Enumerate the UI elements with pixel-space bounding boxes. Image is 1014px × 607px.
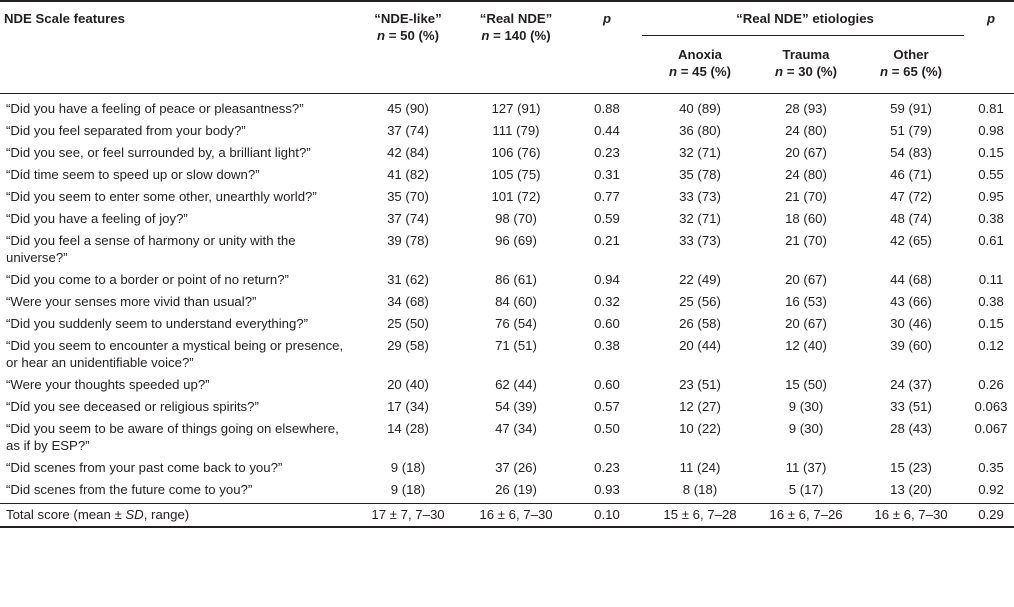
other-cell: 39 (60) (890, 338, 932, 353)
total-nde-like: 17 ± 7, 7–30 (352, 504, 460, 528)
trauma-cell: 24 (80) (785, 123, 827, 138)
nde-like-cell: 9 (18) (390, 460, 426, 475)
trauma-cell: 20 (67) (785, 145, 827, 160)
anoxia-cell: 33 (73) (679, 189, 721, 204)
feature-cell: “Did scenes from the future come to you?” (6, 482, 253, 497)
header-nde-like (352, 1, 460, 94)
p-value-1-cell: 0.77 (594, 189, 620, 204)
header-trauma-n: = 30 (%) (786, 64, 837, 79)
total-other: 16 ± 6, 7–30 (854, 504, 964, 528)
real-nde-cell: 96 (69) (495, 233, 537, 248)
nde-like-cell: 14 (28) (387, 421, 429, 436)
total-label-suffix: , range) (143, 507, 190, 522)
header-n-symbol: n (775, 64, 784, 79)
header-anoxia-n: = 45 (%) (680, 64, 731, 79)
header-real-nde-n: = 140 (%) (493, 28, 551, 43)
p-value-1-cell: 0.44 (594, 123, 620, 138)
nde-like-cell: 45 (90) (387, 101, 429, 116)
other-cell: 24 (37) (890, 377, 932, 392)
nde-like-cell: 34 (68) (387, 294, 429, 309)
feature-cell: “Were your thoughts speeded up?” (6, 377, 210, 392)
trauma-cell: 28 (93) (785, 101, 827, 116)
p-value-1-cell: 0.60 (594, 316, 620, 331)
p-value-2-cell: 0.15 (978, 316, 1004, 331)
table-body (0, 94, 1014, 528)
other-cell: 13 (20) (890, 482, 932, 497)
p-value-1-cell: 0.88 (594, 101, 620, 116)
anoxia-cell: 25 (56) (679, 294, 721, 309)
anoxia-cell: 33 (73) (679, 233, 721, 248)
real-nde-cell: 86 (61) (495, 272, 537, 287)
p-value-2-cell: 0.61 (978, 233, 1004, 248)
feature-cell: “Did scenes from your past come back to you?” (6, 460, 283, 475)
p-value-2-cell: 0.26 (978, 377, 1004, 392)
other-cell: 42 (65) (890, 233, 932, 248)
p-value-2-cell: 0.95 (978, 189, 1004, 204)
p-value-1-cell: 0.31 (594, 167, 620, 182)
header-real-nde (460, 1, 568, 94)
anoxia-cell: 32 (71) (679, 211, 721, 226)
feature-cell: “Did you see, or feel surrounded by, a brilliant light?” (6, 145, 311, 160)
table-row (0, 376, 1014, 398)
p-value-2-cell: 0.067 (974, 421, 1008, 436)
other-cell: 28 (43) (890, 421, 932, 436)
p-value-2-cell: 0.55 (978, 167, 1004, 182)
feature-cell: “Did you suddenly seem to understand everything?” (6, 316, 309, 331)
table-row (0, 144, 1014, 166)
trauma-cell: 12 (40) (785, 338, 827, 353)
real-nde-cell: 101 (72) (491, 189, 541, 204)
other-cell: 44 (68) (890, 272, 932, 287)
feature-cell: “Did you come to a border or point of no return?” (6, 272, 289, 287)
p-value-1-cell: 0.21 (594, 233, 620, 248)
other-cell: 15 (23) (890, 460, 932, 475)
p-value-2-cell: 0.38 (978, 211, 1004, 226)
other-cell: 43 (66) (890, 294, 932, 309)
header-trauma (754, 36, 854, 94)
header-features: NDE Scale features (4, 11, 125, 26)
header-trauma-title: Trauma (782, 47, 830, 62)
p-value-1-cell: 0.59 (594, 211, 620, 226)
nde-like-cell: 37 (74) (387, 211, 429, 226)
total-p-value-1: 0.10 (568, 504, 642, 528)
other-cell: 47 (72) (890, 189, 932, 204)
header-p-value-1: p (602, 11, 612, 26)
p-value-2-cell: 0.81 (978, 101, 1004, 116)
anoxia-cell: 20 (44) (679, 338, 721, 353)
anoxia-cell: 26 (58) (679, 316, 721, 331)
feature-cell: “Did you feel a sense of harmony or unity with the universe?” (6, 233, 296, 265)
anoxia-cell: 40 (89) (679, 101, 721, 116)
trauma-cell: 9 (30) (788, 399, 824, 414)
nde-like-cell: 17 (34) (387, 399, 429, 414)
header-etiologies: “Real NDE” etiologies (642, 1, 964, 36)
real-nde-cell: 127 (91) (491, 101, 541, 116)
header-other-title: Other (893, 47, 929, 62)
p-value-2-cell: 0.063 (974, 399, 1008, 414)
anoxia-cell: 36 (80) (679, 123, 721, 138)
header-other-n: = 65 (%) (891, 64, 942, 79)
anoxia-cell: 35 (78) (679, 167, 721, 182)
table-row (0, 94, 1014, 123)
nde-like-cell: 25 (50) (387, 316, 429, 331)
nde-like-cell: 20 (40) (387, 377, 429, 392)
feature-cell: “Were your senses more vivid than usual?” (6, 294, 257, 309)
nde-like-cell: 9 (18) (390, 482, 426, 497)
p-value-1-cell: 0.60 (594, 377, 620, 392)
table-row (0, 459, 1014, 481)
p-value-1-cell: 0.57 (594, 399, 620, 414)
other-cell: 59 (91) (890, 101, 932, 116)
feature-cell: “Did you seem to encounter a mystical being or presence, or hear an unidentifiable voice?” (6, 338, 344, 370)
table-header (0, 1, 1014, 94)
p-value-1-cell: 0.93 (594, 482, 620, 497)
other-cell: 51 (79) (890, 123, 932, 138)
nde-like-cell: 42 (84) (387, 145, 429, 160)
p-value-1-cell: 0.32 (594, 294, 620, 309)
total-label-sd: SD (125, 507, 144, 522)
anoxia-cell: 23 (51) (679, 377, 721, 392)
real-nde-cell: 71 (51) (495, 338, 537, 353)
total-p-value-2: 0.29 (964, 504, 1014, 528)
table-row (0, 271, 1014, 293)
real-nde-cell: 26 (19) (495, 482, 537, 497)
feature-cell: “Did you have a feeling of peace or pleasantness?” (6, 101, 304, 116)
table-row (0, 337, 1014, 376)
header-nde-like-n: = 50 (%) (388, 28, 439, 43)
trauma-cell: 20 (67) (785, 272, 827, 287)
real-nde-cell: 76 (54) (495, 316, 537, 331)
nde-like-cell: 35 (70) (387, 189, 429, 204)
real-nde-cell: 98 (70) (495, 211, 537, 226)
total-label-prefix: Total score (mean ± (6, 507, 126, 522)
anoxia-cell: 8 (18) (682, 482, 718, 497)
trauma-cell: 15 (50) (785, 377, 827, 392)
feature-cell: “Did you see deceased or religious spirits?” (6, 399, 259, 414)
nde-like-cell: 39 (78) (387, 233, 429, 248)
other-cell: 30 (46) (890, 316, 932, 331)
anoxia-cell: 11 (24) (679, 460, 721, 475)
table-row (0, 232, 1014, 271)
header-nde-like-title: “NDE-like” (374, 11, 442, 26)
p-value-2-cell: 0.92 (978, 482, 1004, 497)
trauma-cell: 16 (53) (785, 294, 827, 309)
trauma-cell: 20 (67) (785, 316, 827, 331)
real-nde-cell: 84 (60) (495, 294, 537, 309)
p-value-1-cell: 0.23 (594, 145, 620, 160)
total-score-row (0, 504, 1014, 528)
table-row (0, 293, 1014, 315)
nde-like-cell: 31 (62) (387, 272, 429, 287)
feature-cell: “Did you seem to be aware of things going on elsewhere, as if by ESP?” (6, 421, 339, 453)
p-value-1-cell: 0.23 (594, 460, 620, 475)
total-label (0, 504, 352, 528)
header-anoxia (642, 36, 754, 94)
table-row (0, 166, 1014, 188)
real-nde-cell: 105 (75) (491, 167, 541, 182)
p-value-1-cell: 0.38 (594, 338, 620, 353)
trauma-cell: 21 (70) (785, 233, 827, 248)
table-row (0, 315, 1014, 337)
trauma-cell: 18 (60) (785, 211, 827, 226)
real-nde-cell: 47 (34) (495, 421, 537, 436)
anoxia-cell: 12 (27) (679, 399, 721, 414)
trauma-cell: 11 (37) (785, 460, 827, 475)
p-value-2-cell: 0.35 (978, 460, 1004, 475)
real-nde-cell: 106 (76) (491, 145, 541, 160)
anoxia-cell: 22 (49) (679, 272, 721, 287)
header-real-nde-title: “Real NDE” (479, 11, 553, 26)
nde-like-cell: 29 (58) (387, 338, 429, 353)
table-row (0, 398, 1014, 420)
p-value-2-cell: 0.11 (978, 272, 1004, 287)
trauma-cell: 24 (80) (785, 167, 827, 182)
nde-like-cell: 37 (74) (387, 123, 429, 138)
p-value-2-cell: 0.98 (978, 123, 1004, 138)
p-value-2-cell: 0.15 (978, 145, 1004, 160)
real-nde-cell: 62 (44) (495, 377, 537, 392)
real-nde-cell: 111 (79) (492, 123, 540, 138)
trauma-cell: 9 (30) (788, 421, 824, 436)
p-value-2-cell: 0.38 (978, 294, 1004, 309)
table-row (0, 481, 1014, 504)
other-cell: 33 (51) (890, 399, 932, 414)
anoxia-cell: 32 (71) (679, 145, 721, 160)
feature-cell: “Did you have a feeling of joy?” (6, 211, 188, 226)
table-row (0, 420, 1014, 459)
trauma-cell: 21 (70) (785, 189, 827, 204)
anoxia-cell: 10 (22) (679, 421, 721, 436)
table-row (0, 210, 1014, 232)
header-anoxia-title: Anoxia (678, 47, 722, 62)
table-row (0, 188, 1014, 210)
other-cell: 46 (71) (890, 167, 932, 182)
feature-cell: “Did you seem to enter some other, unearthly world?” (6, 189, 317, 204)
header-n-symbol: n (377, 28, 386, 43)
p-value-1-cell: 0.50 (594, 421, 620, 436)
header-p-value-2: p (987, 11, 996, 26)
p-value-2-cell: 0.12 (978, 338, 1004, 353)
feature-cell: “Did you feel separated from your body?” (6, 123, 246, 138)
other-cell: 54 (83) (890, 145, 932, 160)
total-real-nde: 16 ± 6, 7–30 (460, 504, 568, 528)
real-nde-cell: 54 (39) (495, 399, 537, 414)
header-n-symbol: n (669, 64, 678, 79)
header-n-symbol: n (481, 28, 490, 43)
total-anoxia: 15 ± 6, 7–28 (642, 504, 754, 528)
nde-like-cell: 41 (82) (387, 167, 429, 182)
table-row (0, 122, 1014, 144)
other-cell: 48 (74) (890, 211, 932, 226)
trauma-cell: 5 (17) (788, 482, 824, 497)
feature-cell: “Did time seem to speed up or slow down?” (6, 167, 260, 182)
real-nde-cell: 37 (26) (495, 460, 537, 475)
header-n-symbol: n (880, 64, 889, 79)
header-other (854, 36, 964, 94)
p-value-1-cell: 0.94 (594, 272, 620, 287)
total-trauma: 16 ± 6, 7–26 (754, 504, 854, 528)
